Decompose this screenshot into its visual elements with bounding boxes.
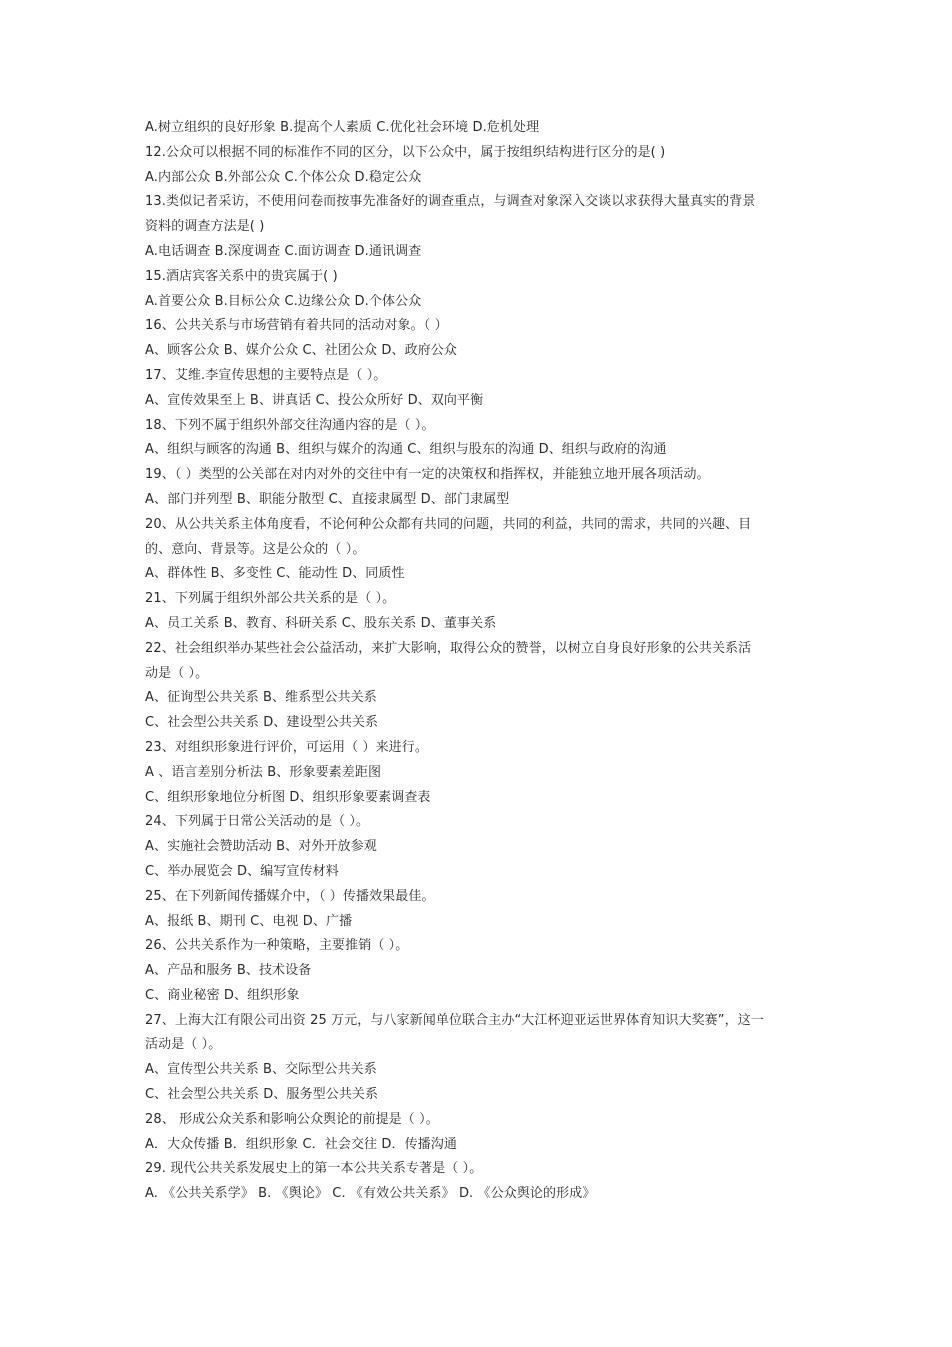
question-26: 26、公共关系作为一种策略，主要推销（ ）。 — [145, 938, 409, 954]
question-27-line-1: 27、上海大江有限公司出资 25 万元，与八家新闻单位联合主办“大江杯迎亚运世界体育知识大奖赛”，这一 — [145, 1012, 764, 1028]
answer-options-20: A、群体性 B、多变性 C、能动性 D、同质性 — [145, 566, 405, 582]
answer-options-27-cd: C、社会型公共关系 D、服务型公共关系 — [145, 1087, 379, 1103]
question-18: 18、下列不属于组织外部交往沟通内容的是（ ）。 — [145, 417, 435, 433]
question-13-line-1: 13.类似记者采访，不使用问卷而按事先准备好的调查重点，与调查对象深入交谈以求获得大量真实的背景 — [145, 194, 756, 210]
question-20-line-1: 20、从公共关系主体角度看，不论何种公众都有共同的问题，共同的利益，共同的需求，共同的兴趣、目 — [145, 516, 752, 532]
question-22-line-2: 动是（ ）。 — [145, 665, 209, 681]
answer-options-28: A．大众传播 B．组织形象 C．社会交往 D．传播沟通 — [145, 1136, 457, 1152]
question-27-line-2: 活动是（ ）。 — [145, 1037, 222, 1053]
question-28: 28、 形成公众关系和影响公众舆论的前提是（ ）。 — [145, 1111, 439, 1127]
question-29: 29. 现代公共关系发展史上的第一本公共关系专著是（ ）。 — [145, 1161, 483, 1177]
answer-options-16: A、顾客公众 B、媒介公众 C、社团公众 D、政府公众 — [145, 343, 457, 359]
answer-options-12: A.内部公众 B.外部公众 C.个体公众 D.稳定公众 — [145, 169, 422, 185]
answer-options-23-ab: A 、语言差别分析法 B、形象要素差距图 — [145, 764, 382, 780]
question-24: 24、下列属于日常公关活动的是（ ）。 — [145, 814, 370, 830]
answer-options-26-ab: A、产品和服务 B、技术设备 — [145, 963, 312, 979]
document-body — [145, 116, 815, 1207]
answer-options-22-ab: A、征询型公共关系 B、维系型公共关系 — [145, 690, 377, 706]
question-25: 25、在下列新闻传播媒介中，（ ）传播效果最佳。 — [145, 888, 435, 904]
answer-options-26-cd: C、商业秘密 D、组织形象 — [145, 987, 300, 1003]
answer-options-27-ab: A、宣传型公共关系 B、交际型公共关系 — [145, 1062, 377, 1078]
question-20-line-2: 的、意向、背景等。这是公众的（ ）。 — [145, 541, 366, 557]
answer-options-17: A、宣传效果至上 B、讲真话 C、投公众所好 D、双向平衡 — [145, 392, 484, 408]
question-23: 23、对组织形象进行评价，可运用（ ）来进行。 — [145, 739, 428, 755]
question-15: 15.酒店宾客关系中的贵宾属于( ) — [145, 268, 338, 284]
question-22-line-1: 22、社会组织举办某些社会公益活动，来扩大影响，取得公众的赞誉，以树立自身良好形象的公共关系活 — [145, 640, 752, 656]
answer-options-19: A、部门并列型 B、职能分散型 C、直接隶属型 D、部门隶属型 — [145, 491, 510, 507]
answer-options-22-cd: C、社会型公共关系 D、建设型公共关系 — [145, 715, 379, 731]
answer-options-13: A.电话调查 B.深度调查 C.面访调查 D.通讯调查 — [145, 243, 422, 259]
answer-options-11: A.树立组织的良好形象 B.提高个人素质 C.优化社会环境 D.危机处理 — [145, 120, 540, 135]
answer-options-24-ab: A、实施社会赞助活动 B、对外开放参观 — [145, 839, 377, 855]
answer-options-29: A. 《公共关系学》 B. 《舆论》 C. 《有效公共关系》 D. 《公众舆论的形成》 — [145, 1186, 596, 1202]
question-12: 12.公众可以根据不同的标准作不同的区分，以下公众中，属于按组织结构进行区分的是( ) — [145, 144, 666, 160]
answer-options-23-cd: C、组织形象地位分析图 D、组织形象要素调查表 — [145, 789, 431, 805]
answer-options-24-cd: C、举办展览会 D、编写宣传材料 — [145, 863, 339, 879]
question-16: 16、公共关系与市场营销有着共同的活动对象。（ ） — [145, 318, 448, 334]
question-21: 21、下列属于组织外部公共关系的是（ ）。 — [145, 591, 396, 607]
answer-options-21: A、员工关系 B、教育、科研关系 C、股东关系 D、董事关系 — [145, 615, 497, 631]
answer-options-18: A、组织与顾客的沟通 B、组织与媒介的沟通 C、组织与股东的沟通 D、组织与政府的沟通 — [145, 442, 667, 458]
question-17: 17、艾维.李宣传思想的主要特点是（ ）。 — [145, 367, 387, 383]
question-13-line-2: 资料的调查方法是( ) — [145, 219, 265, 235]
question-19: 19、（ ）类型的公关部在对内对外的交往中有一定的决策权和指挥权，并能独立地开展各项活动。 — [145, 467, 710, 483]
answer-options-15: A.首要公众 B.目标公众 C.边缘公众 D.个体公众 — [145, 293, 422, 309]
answer-options-25: A、报纸 B、期刊 C、电视 D、广播 — [145, 913, 353, 929]
